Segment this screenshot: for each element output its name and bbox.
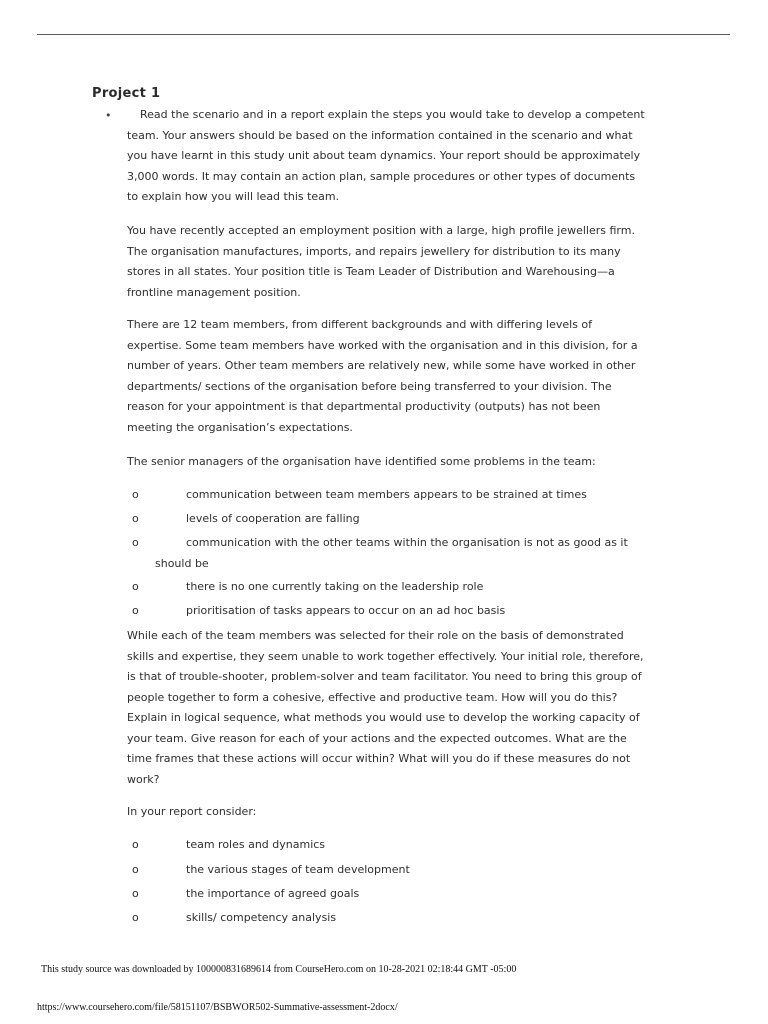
list-item-text: the importance of agreed goals <box>186 887 360 900</box>
list-item-text: prioritisation of tasks appears to occur on an ad hoc basis <box>186 604 506 617</box>
list-item-text: communication with the other teams within the organisation is not as good as it should be <box>155 536 628 570</box>
page-title: Project 1 <box>92 86 161 101</box>
list-marker: o <box>132 580 139 593</box>
top-divider <box>37 34 730 35</box>
paragraph-problems-intro: The senior managers of the organisation have identified some problems in the team: <box>127 455 596 468</box>
download-source-note: This study source was downloaded by 100000831689614 from CourseHero.com on 10-28-2021 02:18:44 GMT -05:00 <box>41 964 517 975</box>
list-item-text: there is no one currently taking on the leadership role <box>186 580 484 593</box>
paragraph-position: You have recently accepted an employment position with a large, high profile jewellers firm. The organisation manufactures, imports, and repairs jewellery for distribution to its many stores in all states. Your position title is Team Leader of Distribution and Warehousing—a frontline management position. <box>127 224 635 299</box>
list-marker: o <box>132 887 139 900</box>
list-marker: o <box>132 604 139 617</box>
list-item-text: the various stages of team development <box>186 863 410 876</box>
list-item-text: team roles and dynamics <box>186 838 326 851</box>
paragraph-consider-intro: In your report consider: <box>127 805 257 818</box>
paragraph-team: There are 12 team members, from different backgrounds and with differing levels of expertise. Some team members have worked with the organisation and in this division, for a number of years. Other team members are relatively new, while some have worked in other departments/ sections of the organisation before being transferred to your division. The reason for your appointment is that departmental productivity (outputs) has not been meeting the organisation’s expectations. <box>127 318 638 434</box>
list-marker: o <box>132 863 139 876</box>
paragraph-role: While each of the team members was selected for their role on the basis of demonstrated skills and expertise, they seem unable to work together effectively. Your initial role, therefore, is that of trouble-shooter, problem-solver and team facilitator. You need to bring this group of people together to form a cohesive, effective and productive team. How will you do this? Explain in logical sequence, what methods you would use to develop the working capacity of your team. Give reason for each of your actions and the expected outcomes. What are the time frames that these actions will occur within? What will you do if these measures do not work? <box>127 629 644 786</box>
source-url-link[interactable]: https://www.coursehero.com/file/58151107/BSBWOR502-Summative-assessment-2docx/ <box>37 1002 398 1013</box>
list-marker: o <box>132 488 139 501</box>
list-marker: o <box>132 838 139 851</box>
list-item-text: levels of cooperation are falling <box>186 512 360 525</box>
list-marker: o <box>132 512 139 525</box>
list-item-text: communication between team members appears to be strained at times <box>186 488 587 501</box>
paragraph-instructions: Read the scenario and in a report explain the steps you would take to develop a competent team. Your answers should be based on the information contained in the scenario and what you have learnt in this study unit about team dynamics. Your report should be approximately 3,000 words. It may contain an action plan, sample procedures or other types of documents to explain how you will lead this team. <box>127 108 645 203</box>
list-marker: o <box>132 911 139 924</box>
list-marker: o <box>132 536 139 549</box>
bullet-marker: • <box>105 109 112 122</box>
list-item-text: skills/ competency analysis <box>186 911 337 924</box>
